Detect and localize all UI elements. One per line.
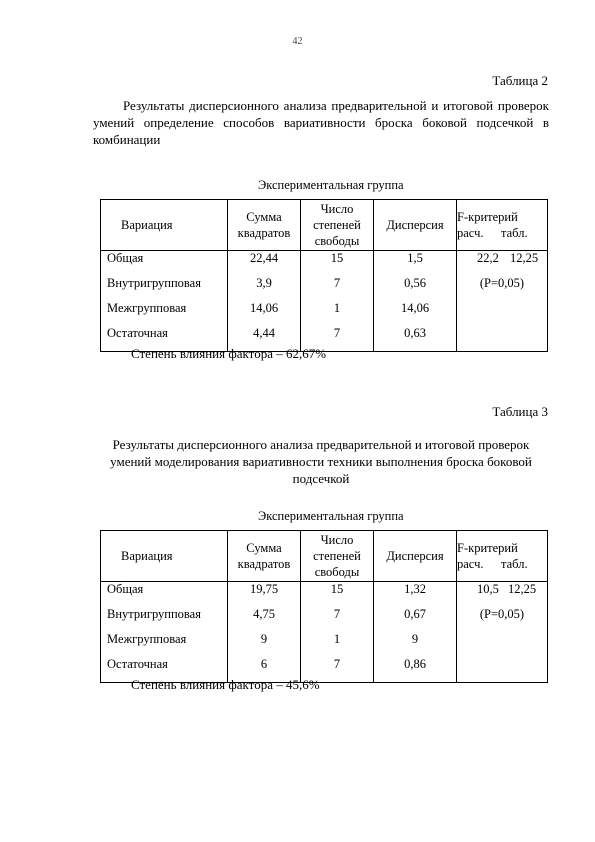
header-fcrit-calc: расч.	[457, 557, 484, 571]
header-fcrit-sub	[457, 225, 547, 241]
row-sum: 9	[228, 632, 301, 657]
table-row	[101, 301, 548, 326]
row-name: Остаточная	[101, 326, 228, 352]
row-f-empty	[457, 657, 548, 683]
row-disp: 14,06	[374, 301, 457, 326]
row-name: Общая	[101, 582, 228, 608]
page-number: 42	[292, 36, 303, 47]
row-disp: 1,32	[374, 582, 457, 608]
table-caption: Результаты дисперсионного анализа предварительной и итоговой проверок умений моделирования вариативности техники выполнения броска боковой подсечкой	[110, 437, 532, 486]
header-fcrit	[457, 200, 548, 251]
header-sum-line: Сумма	[246, 541, 282, 555]
row-fcrit	[457, 582, 548, 608]
group-label: Экспериментальная группа	[258, 509, 404, 523]
row-dof: 15	[301, 582, 374, 608]
row-disp: 0,86	[374, 657, 457, 683]
header-fcrit-sub	[457, 556, 547, 572]
table-label: Таблица 2	[492, 73, 548, 88]
header-dof-line: Число	[320, 202, 354, 216]
table-row	[101, 582, 548, 608]
row-sum: 6	[228, 657, 301, 683]
row-dof: 15	[301, 251, 374, 277]
row-dof: 1	[301, 632, 374, 657]
header-dof	[301, 200, 374, 251]
header-fcrit-tabl: табл.	[501, 226, 528, 240]
row-dof: 7	[301, 607, 374, 632]
row-disp: 1,5	[374, 251, 457, 277]
row-f-calc: 22,2	[477, 251, 499, 265]
row-name: Межгрупповая	[101, 301, 228, 326]
header-fcrit-calc: расч.	[457, 226, 484, 240]
table-caption: Результаты дисперсионного анализа предварительной и итоговой проверок умений определение способов вариативности броска боковой подсечкой в комбинации	[93, 98, 549, 147]
row-dof: 7	[301, 276, 374, 301]
row-disp: 9	[374, 632, 457, 657]
header-sum	[228, 531, 301, 582]
header-sum-line: квадратов	[237, 226, 291, 240]
header-variation: Вариация	[101, 200, 228, 251]
row-f-tabl: 12,25	[507, 582, 537, 596]
row-disp: 0,63	[374, 326, 457, 352]
header-fcrit-title: F-критерий	[457, 210, 518, 224]
group-label: Экспериментальная группа	[258, 178, 404, 192]
row-dof: 7	[301, 657, 374, 683]
header-fcrit	[457, 531, 548, 582]
row-dof: 1	[301, 301, 374, 326]
header-dof	[301, 531, 374, 582]
row-name: Остаточная	[101, 657, 228, 683]
row-sum: 3,9	[228, 276, 301, 301]
row-f-empty	[457, 632, 548, 657]
table-row	[101, 632, 548, 657]
row-dof: 7	[301, 326, 374, 352]
table-row	[101, 276, 548, 301]
row-f-tabl: 12,25	[509, 251, 539, 265]
header-dof-line: Число	[320, 533, 354, 547]
row-sum: 19,75	[228, 582, 301, 608]
row-fcrit	[457, 251, 548, 277]
table-row	[101, 251, 548, 277]
header-dof-line: степеней	[313, 218, 361, 232]
row-sum: 14,06	[228, 301, 301, 326]
table-header-row	[101, 531, 548, 582]
header-dof-line: свободы	[314, 234, 360, 248]
header-fcrit-tabl: табл.	[501, 557, 528, 571]
row-sum: 4,44	[228, 326, 301, 352]
influence-note: Степень влияния фактора – 62,67%	[131, 346, 327, 361]
row-name: Внутригрупповая	[101, 276, 228, 301]
row-name: Внутригрупповая	[101, 607, 228, 632]
row-f-empty	[457, 301, 548, 326]
header-fcrit-title: F-критерий	[457, 541, 518, 555]
table-row	[101, 607, 548, 632]
results-table	[100, 199, 548, 352]
header-dof-line: степеней	[313, 549, 361, 563]
header-sum	[228, 200, 301, 251]
row-name: Межгрупповая	[101, 632, 228, 657]
header-dispersion: Дисперсия	[374, 200, 457, 251]
header-dispersion: Дисперсия	[374, 531, 457, 582]
table-header-row	[101, 200, 548, 251]
results-table	[100, 530, 548, 683]
row-sum: 22,44	[228, 251, 301, 277]
table-label: Таблица 3	[492, 404, 548, 419]
row-name: Общая	[101, 251, 228, 277]
row-disp: 0,67	[374, 607, 457, 632]
header-sum-line: квадратов	[237, 557, 291, 571]
row-f-calc: 10,5	[477, 582, 499, 596]
row-f-note: (Р=0,05)	[457, 607, 548, 632]
row-f-empty	[457, 326, 548, 352]
row-sum: 4,75	[228, 607, 301, 632]
influence-note: Степень влияния фактора – 45,6%	[131, 677, 320, 692]
row-f-note: (Р=0,05)	[457, 276, 548, 301]
header-dof-line: свободы	[314, 565, 360, 579]
header-variation: Вариация	[101, 531, 228, 582]
header-sum-line: Сумма	[246, 210, 282, 224]
row-disp: 0,56	[374, 276, 457, 301]
